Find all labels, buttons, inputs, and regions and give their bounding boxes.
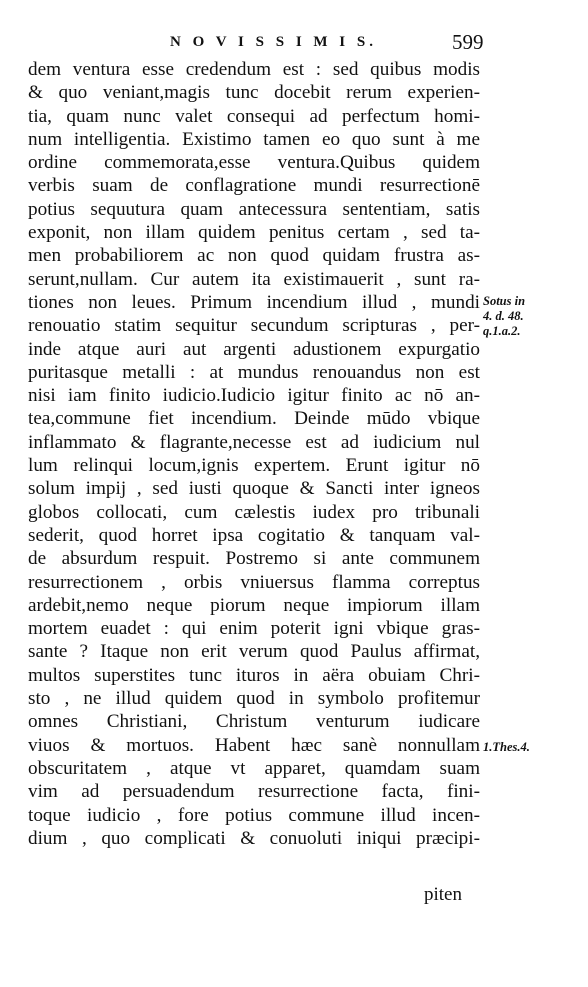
text-line: men probabiliorem ac non quod quidam frustra as- <box>28 245 480 267</box>
page-number: 599 <box>452 30 484 54</box>
margin-note-sotus <box>483 294 525 339</box>
text-line: nisi iam finito iudicio.Iudicio igitur finito ac nō an- <box>28 385 480 407</box>
text-line: dium , quo complicati & conuoluti iniqui præcipi- <box>28 827 480 849</box>
text-line: num intelligentia. Existimo tamen eo quo sunt à me <box>28 128 480 150</box>
text-line: obscuritatem , atque vt apparet, quamdam suam <box>28 757 480 779</box>
margin-note-line: 4. d. 48. <box>483 309 524 323</box>
margin-note-line: 1.Thes.4. <box>483 740 530 754</box>
text-line: serunt,nullam. Cur autem ita existimauerit , sunt ra- <box>28 268 480 290</box>
text-line: tia, quam nunc valet consequi ad perfectum homi- <box>28 105 480 127</box>
text-line: sante ? Itaque non erit verum quod Paulus affirmat, <box>28 641 480 663</box>
text-line: lum relinqui locum,ignis expertem. Erunt igitur nō <box>28 455 480 477</box>
text-line: multos superstites tunc ituros in aëra obuiam Chri- <box>28 664 480 686</box>
text-line: omnes Christiani, Christum venturum iudicare <box>28 711 480 733</box>
text-line: renouatio statim sequitur secundum scripturas , per- <box>28 315 480 337</box>
text-line: tiones non leues. Primum incendium illud , mundi <box>28 291 480 313</box>
text-line: vim ad persuadendum resurrectione facta, fini- <box>28 781 480 803</box>
text-line: sto , ne illud quidem quod in symbolo profitemur <box>28 688 480 710</box>
margin-note-line: q.1.a.2. <box>483 324 521 338</box>
text-line: potius sequutura quam antecessura sententiam, satis <box>28 198 480 220</box>
text-line: puritasque metalli : at mundus renouandus non est <box>28 361 480 383</box>
running-head: N O V I S S I M I S. <box>170 34 377 50</box>
text-line: mortem euadet : qui enim poterit igni vbique gras- <box>28 618 480 640</box>
catchword: piten <box>424 884 462 905</box>
margin-note-thessalonians <box>483 740 530 755</box>
text-line: inde atque auri aut argenti adustionem expurgatio <box>28 338 480 360</box>
text-line: globos collocati, cum cælestis iudex pro tribunali <box>28 501 480 523</box>
text-line: toque iudicio , fore potius commune illud incen- <box>28 804 480 826</box>
text-line: ardebit,nemo neque piorum neque impiorum illam <box>28 594 480 616</box>
text-line: ordine commemorata,esse ventura.Quibus quidem <box>28 152 480 174</box>
text-line: sederit, quod horret ipsa cogitatio & tanquam val- <box>28 524 480 546</box>
text-line: exponit, non illam quidem penitus certam , sed ta- <box>28 222 480 244</box>
text-line: solum impij , sed iusti quoque & Sancti inter igneos <box>28 478 480 500</box>
body-text <box>28 58 480 850</box>
text-line: tea,commune fiet incendium. Deinde mūdo vbique <box>28 408 480 430</box>
text-line: dem ventura esse credendum est : sed quibus modis <box>28 59 480 80</box>
text-line: & quo veniant,magis tunc docebit rerum experien- <box>28 82 480 104</box>
text-line: verbis suam de conflagratione mundi resurrectionē <box>28 175 480 197</box>
text-line: inflammato & flagrante,necesse est ad iudicium nul <box>28 431 480 453</box>
text-line: resurrectionem , orbis vniuersus flamma correptus <box>28 571 480 593</box>
text-line: viuos & mortuos. Habent hæc sanè nonnullam <box>28 734 480 756</box>
margin-note-line: Sotus in <box>483 294 526 308</box>
text-line: de absurdum respuit. Postremo si ante communem <box>28 548 480 570</box>
